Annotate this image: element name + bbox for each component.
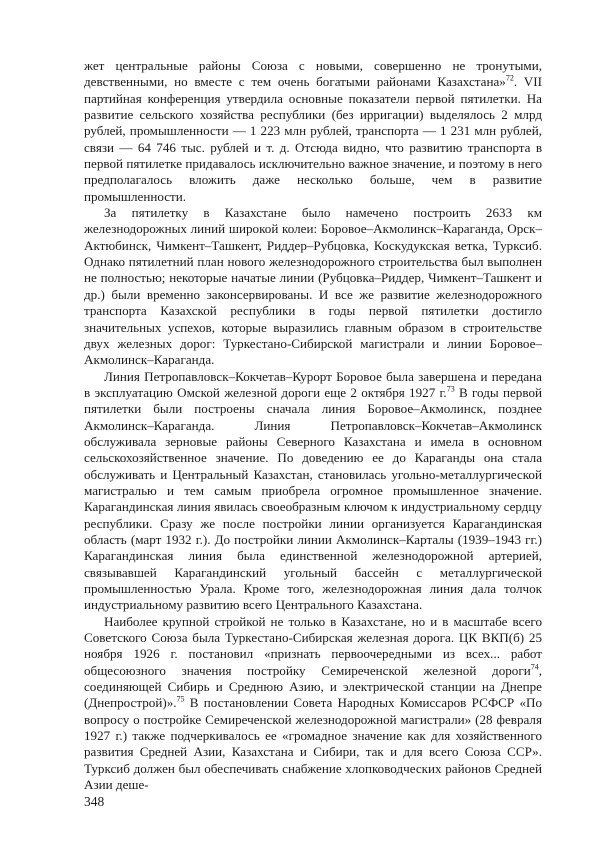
paragraph-text: Наиболее крупной стройкой не только в Казахстане, но и в масштабе всего Советского Союза была Туркестано-Сибирская железная дорога. ЦК ВКП(б) 25 ноября 1926 г. постановил «признать первоочередными из всех... работ общесоюзного значения постройку Семиреченской железной дороги [84,613,542,678]
footnote-ref: 75 [176,695,185,705]
paragraph-text: За пятилетку в Казахстане было намечено построить 2633 км железнодорожных линий широкой колеи: Боровое–Акмолинск–Караганда, Орск–Актюбинск, Чимкент–Ташкент, Риддер–Рубцовка, Коскудукская ветка, Турксиб. Однако пятилетний план нового железнодорожного строительства был выполнен не полностью; некоторые начатые линии (Рубцовка–Риддер, Чимкент–Ташкент и др.) были временно законсервированы. И все же развитие железнодорожного транспорта Казахской республики в годы первой пятилетки достигло значительных успехов, которые выразились главным образом в строительстве двух железных дорог: Туркестано-Сибирской магистрали и линии Боровое–Акмолинск–Караганда. [84,205,542,368]
paragraph [84,614,542,794]
footnote-ref: 73 [446,384,455,394]
paragraph-text: Линия Петропавловск–Кокчетав–Курорт Боровое была завершена и передана в эксплуатацию Омской железной дороги еще 2 октября 1927 г. [84,368,542,400]
paragraph [84,369,542,614]
page-number: 348 [84,794,105,809]
text-body [84,58,542,793]
paragraph-text: . VII партийная конференция утвердила основные показатели первой пятилетки. На развитие сельского хозяйства республики (без ирригации) выделялось 2 млрд рублей, промышленности — 1 223 млн рублей, транспорта — 1 231 млн рублей, связи — 64 746 тыс. рублей и т. д. Отсюда видно, что развитию транспорта в первой пятилетке придавалось исключительно важное значение, и поэтому в него предполагалось вложить даже несколько больше, чем в развитие промышленности. [84,74,542,204]
paragraph-text: В годы первой пятилетки были построены сначала линия Боровое–Акмолинск, позднее Акмолинск–Караганда. Линия Петропавловск–Кокчетав–Акмолинск обслуживала зерновые районы Северного Казахстана и имела в основном сельскохозяйственное значение. По доведению ее до Караганды она стала обслуживать и Центральный Казахстан, становилась угольно-металлургической магистралью и тем самым приобрела огромное промышленное значение. Карагандинская линия явилась своеобразным ключом к индустриальному сердцу республики. Сразу же после постройки линии организуется Карагандинская область (март 1932 г.). До постройки линии Акмолинск–Карталы (1939–1943 гг.) Карагандинская линия была единственной железнодорожной артерией, связывавшей Карагандинский угольный бассейн с металлургической промышленностью Урала. Кроме того, железнодорожная линия дала толчок индустриальному развитию всего Центрального Казахстана. [84,384,542,613]
paragraph-text: В постановлении Совета Народных Комиссаров РСФСР «По вопросу о постройке Семиреченской железнодорожной магистрали» (28 февраля 1927 г.) также подчеркивалось ее «громадное значение как для хозяйственного развития Средней Азии, Казахстана и Сибири, так и для всего Союза ССР». Турксиб должен был обеспечивать снабжение хлопководческих районов Средней Азии деше- [84,695,542,793]
paragraph-text: жет центральные районы Союза с новыми, совершенно не тронутыми, девственными, но вместе с тем очень богатыми районами Казахстана» [84,58,542,90]
footnote-ref: 74 [530,662,539,672]
paragraph-text: , соединяющей Сибирь и Среднюю Азию, и электрической станции на Днепре (Днепрострой)». [84,662,542,711]
paragraph [84,58,542,205]
footnote-ref: 72 [505,73,514,83]
paragraph [84,205,542,368]
